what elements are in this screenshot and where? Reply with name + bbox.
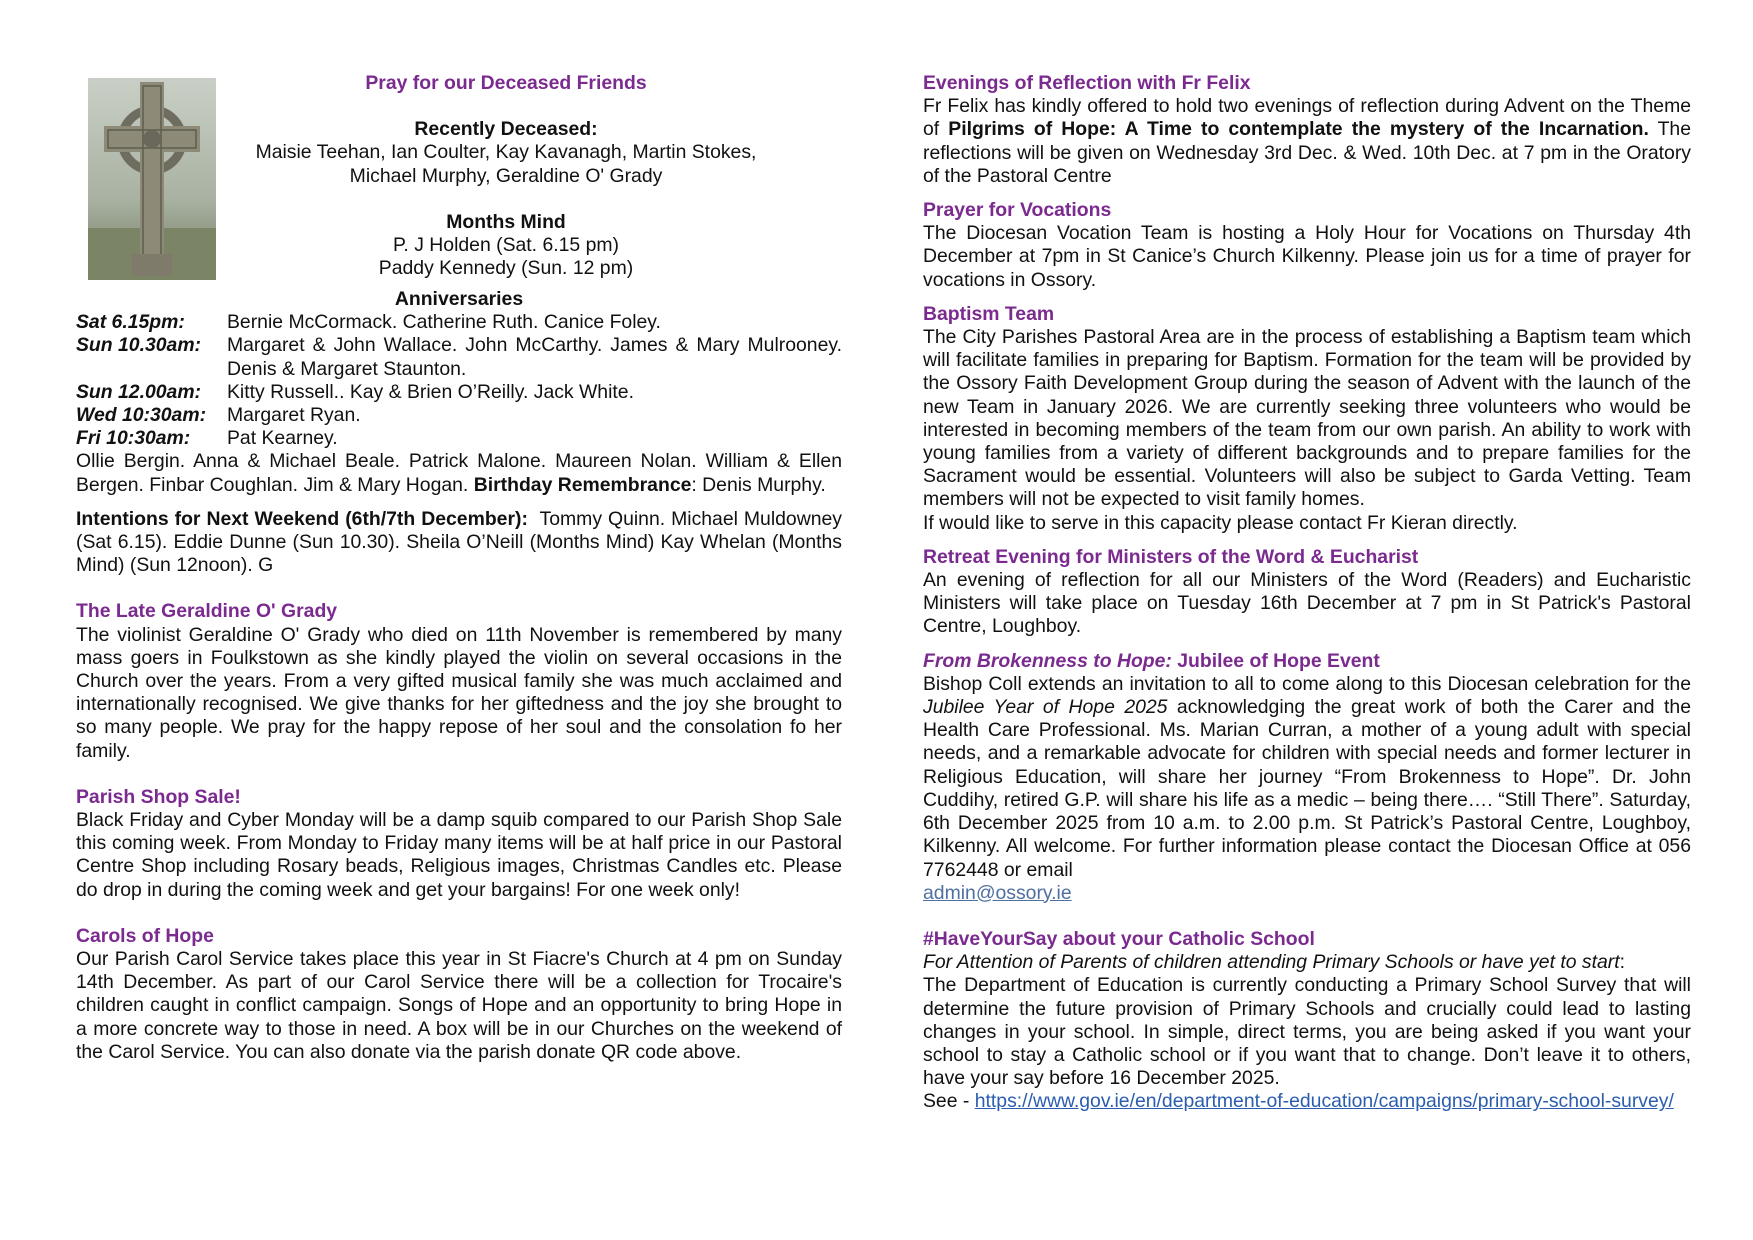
deceased-title: Pray for our Deceased Friends: [365, 72, 647, 94]
jubilee-section: [923, 650, 1691, 905]
anniversary-names: Margaret & John Wallace. John McCarthy. James & Mary Mulrooney. Denis & Margaret Staunton.: [227, 334, 842, 380]
intro-colon: :: [1619, 951, 1626, 974]
baptism-section: [923, 303, 1691, 535]
section-title: Evenings of Reflection with Fr Felix: [923, 72, 1251, 94]
email-link[interactable]: admin@ossory.ie: [923, 881, 1072, 904]
intro-italic: For Attention of Parents of children attending Primary Schools or have yet to start: [923, 951, 1620, 974]
anniversaries-extra: [76, 450, 842, 496]
anniversary-day: Sun 12.00am:: [76, 380, 202, 403]
body-text: Fr Felix has kindly offered to hold two evenings of reflection during Advent on the Theme of: [923, 95, 1691, 141]
shop-sale-section: [76, 786, 842, 902]
body-text: acknowledging the great work of both the Carer and the Health Care Professional. Ms. Marian Curran, a mother of a young adult with special needs, and a remarkable advocate for children with special needs and former lecturer in Religious Education, will share her journey “From Brokenness to Hope”. Dr. John Cuddihy, retired G.P. will share his life as a medic – being there…. “Still There”. Saturday, 6th December 2025 from 10 a.m. to 2.00 p.m. St Patrick’s Pastoral Centre, Loughboy, Kilkenny. All welcome. For further information please contact the Diocesan Office at 056 7762448 or email: [923, 696, 1691, 881]
deceased-section: [76, 72, 842, 288]
anniversary-row: [76, 334, 842, 380]
anniversary-row: [76, 311, 842, 334]
anniversary-day: Fri 10:30am:: [76, 427, 191, 450]
anniversary-names: Kitty Russell.. Kay & Brien O’Reilly. Jack White.: [227, 380, 634, 403]
email-line: [923, 882, 1691, 905]
recently-deceased-heading: Recently Deceased:: [414, 118, 598, 141]
anniversary-names: Bernie McCormack. Catherine Ruth. Canice Foley.: [227, 311, 661, 334]
section-title: Retreat Evening for Ministers of the Word & Eucharist: [923, 545, 1419, 568]
body-italic-text: Jubilee Year of Hope 2025: [923, 696, 1168, 719]
intentions-label: Intentions for Next Weekend (6th/7th December):: [76, 507, 528, 530]
body-text: Bishop Coll extends an invitation to all to come along to this Diocesan celebration for the: [923, 672, 1691, 695]
anniversary-names: Margaret Ryan.: [227, 404, 361, 427]
section-title: #HaveYourSay about your Catholic School: [923, 927, 1315, 950]
section-body: The Department of Education is currently conducting a Primary School Survey that will determine the future provision of Primary Schools and crucially could lead to lasting changes in your school. In simple, direct terms, you are being asked if you want your school to stay a Catholic school or if you want that to change. Don’t leave it to others, have your say before 16 December 2025.: [923, 974, 1691, 1090]
vocations-section: [923, 199, 1691, 292]
section-title: Carols of Hope: [76, 924, 214, 947]
anniversaries-heading: Anniversaries: [394, 288, 524, 310]
anniversary-day: Sun 10.30am:: [76, 334, 202, 357]
section-title: [923, 650, 1691, 673]
body-bold-text: Pilgrims of Hope: A Time to contemplate the mystery of the Incarnation.: [948, 118, 1649, 141]
section-title: Prayer for Vocations: [923, 199, 1112, 222]
section-contact: If would like to serve in this capacity please contact Fr Kieran directly.: [923, 511, 1518, 534]
section-body: The violinist Geraldine O' Grady who died on 11th November is remembered by many mass goers in Foulkstown as she kindly played the violin on several occasions in the Church over the years. From a very gifted musical family she was much acclaimed and internationally recognised. We give thanks for her giftedness and the joy she brought to so many people. We pray for the happy repose of her soul and the consolation fo her family.: [76, 623, 842, 762]
title-italic: From Brokenness to Hope:: [923, 649, 1172, 672]
see-label: See -: [923, 1090, 970, 1113]
months-mind-line: Paddy Kennedy (Sun. 12 pm): [378, 257, 634, 280]
anniversary-day: Wed 10:30am:: [76, 404, 207, 427]
see-line: [923, 1090, 1691, 1113]
body-text: The reflections will be given on Wednesday 3rd Dec. & Wed. 10th Dec. at 7 pm in the Oratory of the Pastoral Centre: [923, 118, 1691, 187]
deceased-text-block: [236, 72, 776, 280]
section-body: [923, 95, 1691, 188]
title-rest: Jubilee of Hope Event: [1171, 649, 1380, 672]
evenings-section: [923, 72, 1691, 188]
celtic-cross-image: [88, 78, 216, 280]
recently-deceased-line: Maisie Teehan, Ian Coulter, Kay Kavanagh, Martin Stokes,: [255, 141, 757, 164]
left-column: [76, 72, 842, 1064]
section-title: Parish Shop Sale!: [76, 785, 241, 808]
intentions-text: Tommy Quinn. Michael Muldowney (Sat 6.15). Eddie Dunne (Sun 10.30). Sheila O’Neill (Months Mind) Kay Whelan (Months Mind) (Sun 12noon). G: [76, 507, 842, 577]
late-geraldine-section: [76, 600, 842, 762]
section-body: Black Friday and Cyber Monday will be a damp squib compared to our Parish Shop Sale this coming week. From Monday to Friday many items will be at half price in our Pastoral Centre Shop including Rosary beads, Religious images, Christmas Candles etc. Please do drop in during the coming week and get your bargains! For one week only!: [76, 809, 842, 901]
anniversary-row: [76, 404, 842, 427]
section-body: The Diocesan Vocation Team is hosting a Holy Hour for Vocations on Thursday 4th December at 7pm in St Canice’s Church Kilkenny. Please join us for a time of prayer for vocations in Ossory.: [923, 222, 1691, 291]
carols-section: [76, 925, 842, 1064]
anniversaries-section: [76, 288, 842, 497]
months-mind-line: P. J Holden (Sat. 6.15 pm): [393, 234, 619, 257]
anniversary-names: Pat Kearney.: [227, 427, 338, 450]
retreat-section: [923, 546, 1691, 639]
anniversary-row: [76, 427, 842, 450]
right-column: [923, 72, 1691, 1114]
section-body: [923, 673, 1691, 882]
anniversary-row: [76, 381, 842, 404]
months-mind-heading: Months Mind: [446, 210, 566, 233]
intentions-section: [76, 508, 842, 578]
intro-line: [923, 951, 1691, 974]
section-body: An evening of reflection for all our Ministers of the Word (Readers) and Eucharistic Ministers will take place on Tuesday 16th December at 7 pm in St Patrick's Pastoral Centre, Loughboy.: [923, 569, 1691, 638]
haveyoursay-section: [923, 928, 1691, 1114]
birthday-remembrance-text: : Denis Murphy.: [691, 473, 826, 496]
birthday-remembrance-label: Birthday Remembrance: [473, 473, 692, 496]
section-title: The Late Geraldine O' Grady: [76, 600, 338, 623]
section-body: Our Parish Carol Service takes place this year in St Fiacre's Church at 4 pm on Sunday 14th December. As part of our Carol Service there will be a collection for Trocaire's children caught in conflict campaign. Songs of Hope and an opportunity to bring Hope in a more concrete way to those in need. A box will be in our Churches on the weekend of the Carol Service. You can also donate via the parish donate QR code above.: [76, 948, 842, 1063]
section-body: The City Parishes Pastoral Area are in the process of establishing a Baptism team which will facilitate families in preparing for Baptism. Formation for the team will be provided by the Ossory Faith Development Group during the season of Advent with the launch of the new Team in January 2026. We are currently seeking three volunteers who would be interested in becoming members of the team from our own parish. An ability to work with young families from a variety of different backgrounds and to prepare families for the Sacrament would be essential. Volunteers will also be subject to Garda Vetting. Team members will not be expected to visit family homes.: [923, 326, 1691, 511]
recently-deceased-line: Michael Murphy, Geraldine O' Grady: [349, 164, 663, 187]
survey-link[interactable]: https://www.gov.ie/en/department-of-education/campaigns/primary-school-survey/: [974, 1090, 1674, 1113]
anniversaries-extra-text: Ollie Bergin. Anna & Michael Beale. Patrick Malone. Maureen Nolan. William & Ellen Bergen. Finbar Coughlan. Jim & Mary Hogan.: [76, 450, 842, 496]
anniversary-day: Sat 6.15pm:: [76, 311, 185, 334]
section-title: Baptism Team: [923, 302, 1055, 325]
